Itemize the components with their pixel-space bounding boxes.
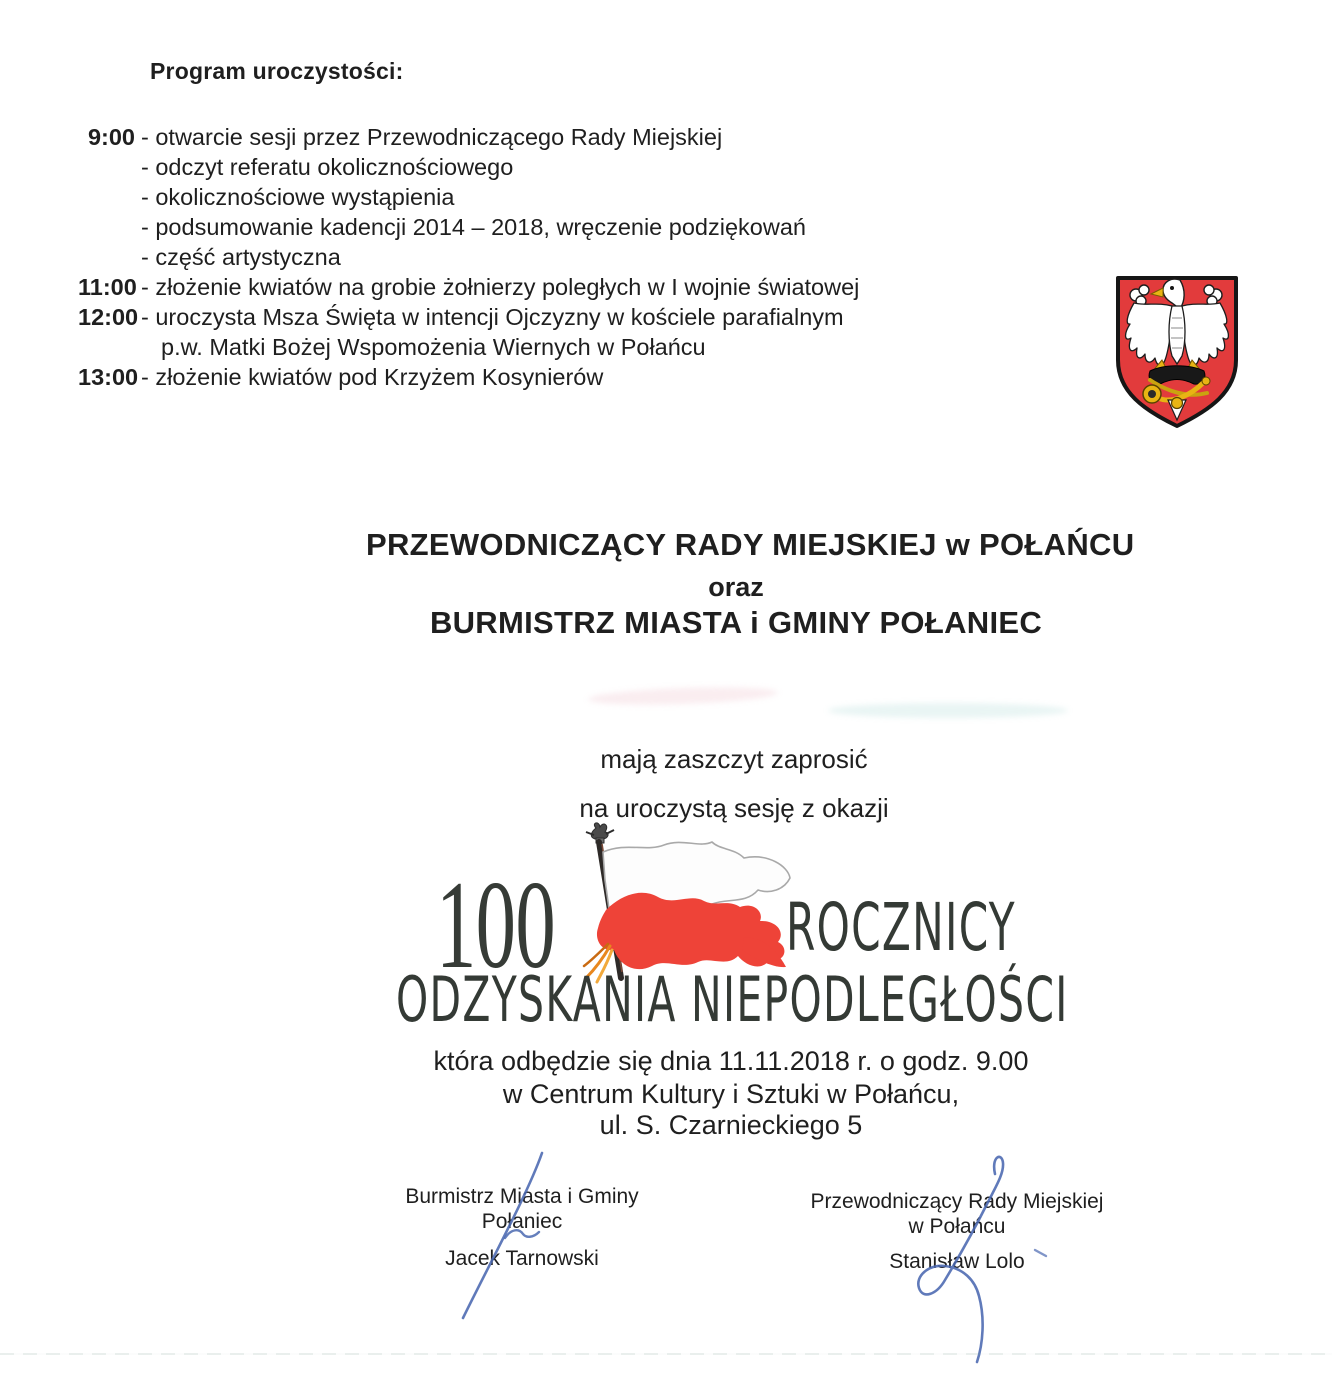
schedule-time <box>78 182 135 212</box>
schedule-text: - okolicznościowe wystąpienia <box>141 184 455 210</box>
schedule-time: 13:00 <box>78 364 139 390</box>
schedule-row <box>78 272 859 302</box>
schedule-text: - uroczysta Msza Święta w intencji Ojczyzny w kościele parafialnym <box>141 304 844 330</box>
event-address-line: ul. S. Czarnieckiego 5 <box>599 1110 863 1140</box>
signature-left-title-2: Połaniec <box>481 1210 563 1233</box>
anniversary-number: 100 <box>436 856 556 995</box>
polaniec-coat-of-arms <box>1106 268 1248 434</box>
schedule-row <box>78 302 859 332</box>
schedule-time: 12:00 <box>78 304 139 330</box>
scan-smudge <box>588 685 778 708</box>
signature-right-name: Stanisław Lolo <box>889 1250 1025 1273</box>
scan-smudge <box>828 703 1068 718</box>
schedule-row <box>78 242 859 272</box>
schedule-text: - podsumowanie kadencji 2014 – 2018, wręczenie podziękowań <box>141 214 806 240</box>
ink-signature-right <box>845 1148 1055 1368</box>
anniversary-word-rocznicy: ROCZNICY <box>786 889 1016 966</box>
invite-line-1: mają zaszczyt zaprosić <box>600 744 868 774</box>
schedule-row <box>78 122 859 152</box>
schedule-time <box>78 212 135 242</box>
schedule-time: 11:00 <box>78 274 137 300</box>
invite-line-2: na uroczystą sesję z okazji <box>579 793 889 823</box>
schedule-text: - część artystyczna <box>141 244 341 270</box>
program-title: Program uroczystości: <box>150 58 404 84</box>
event-date-line: która odbędzie się dnia 11.11.2018 r. o godz. 9.00 <box>433 1046 1029 1076</box>
signature-right-title-1: Przewodniczący Rady Miejskiej <box>810 1190 1104 1213</box>
program-schedule <box>78 122 859 392</box>
schedule-row <box>78 212 859 242</box>
scan-artifact-line <box>0 1353 1332 1355</box>
schedule-row <box>78 362 859 392</box>
schedule-row-continuation <box>78 332 859 362</box>
schedule-row <box>78 152 859 182</box>
schedule-text: - złożenie kwiatów na grobie żołnierzy poległych w I wojnie światowej <box>141 274 860 300</box>
schedule-text: - odczyt referatu okolicznościowego <box>141 154 514 180</box>
signature-left-title-1: Burmistrz Miasta i Gminy <box>405 1185 639 1208</box>
event-venue-line: w Centrum Kultury i Sztuki w Połańcu, <box>502 1079 960 1109</box>
host-title-1: PRZEWODNICZĄCY RADY MIEJSKIEJ w POŁAŃCU <box>366 527 1135 562</box>
anniversary-word-odzyskania: ODZYSKANIA NIEPODLEGŁOŚCI <box>396 963 1069 1036</box>
schedule-text: - złożenie kwiatów pod Krzyżem Kosynierów <box>141 364 604 390</box>
host-title-2: BURMISTRZ MIASTA i GMINY POŁANIEC <box>429 605 1043 640</box>
schedule-row <box>78 182 859 212</box>
schedule-text: - otwarcie sesji przez Przewodniczącego Rady Miejskiej <box>141 124 723 150</box>
host-conjunction: oraz <box>708 572 764 602</box>
schedule-time <box>78 332 135 362</box>
schedule-time <box>78 242 135 272</box>
ink-signature-left <box>430 1145 570 1325</box>
schedule-text: p.w. Matki Bożej Wspomożenia Wiernych w Połańcu <box>161 334 706 360</box>
signature-left-name: Jacek Tarnowski <box>445 1247 599 1270</box>
signature-right-title-2: w Połańcu <box>908 1215 1006 1238</box>
schedule-time: 9:00 <box>87 124 135 150</box>
schedule-time <box>78 152 135 182</box>
